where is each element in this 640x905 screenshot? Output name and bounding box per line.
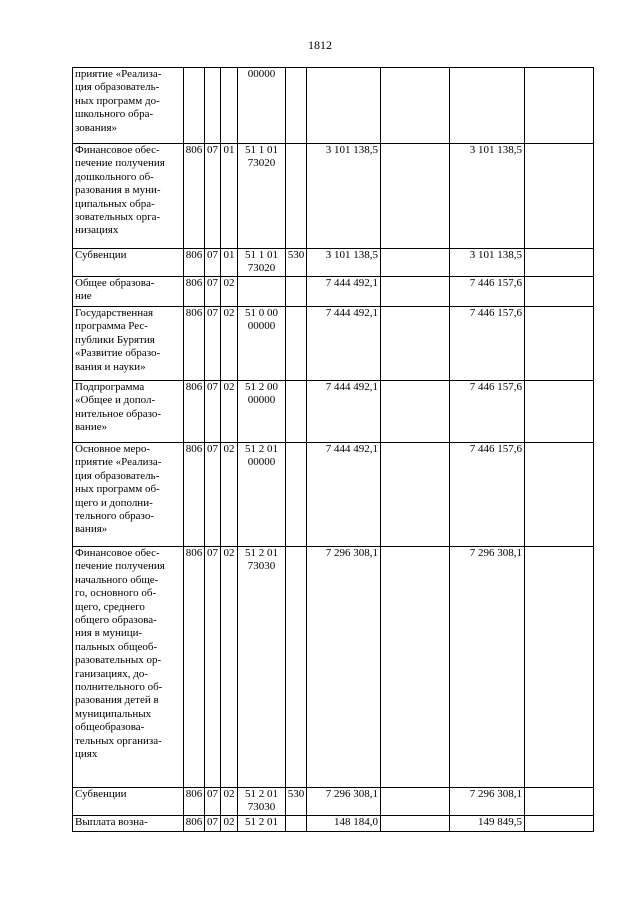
row-name-text: Финансовое обес- печение получения начального обще- го, основного об- щего, среднего общего образова- ния в муници- пальных общеоб- разовательных ор- ганизациях, до- полнительного об- разования детей в муниципальных общеобразова- тельных организа- циях xyxy=(75,547,165,761)
row-section-cell xyxy=(205,307,221,381)
row-name-cell xyxy=(73,68,184,144)
row-vr-cell xyxy=(286,816,307,832)
row-sum2-cell xyxy=(450,144,525,249)
table-row xyxy=(73,68,594,144)
row-csr-text: 51 1 01 73020 xyxy=(245,249,278,275)
row-subsection-cell xyxy=(221,788,238,816)
table-row xyxy=(73,277,594,307)
row-vr-cell xyxy=(286,249,307,277)
row-name-cell xyxy=(73,547,184,788)
row-empty-cell xyxy=(381,144,450,249)
row-subsection-text: 02 xyxy=(223,816,235,828)
row-section-text: 07 xyxy=(207,307,218,319)
row-sum1-cell xyxy=(307,381,381,443)
row-sum2-cell xyxy=(450,443,525,547)
row-sum2-text: 7 446 157,6 xyxy=(469,381,522,393)
row-code-text: 806 xyxy=(185,547,203,559)
row-csr-cell xyxy=(238,144,286,249)
row-section-text: 07 xyxy=(207,816,218,828)
row-sum2-text: 7 446 157,6 xyxy=(469,443,522,455)
row-section-text: 07 xyxy=(207,547,218,559)
table-row xyxy=(73,381,594,443)
row-section-text: 07 xyxy=(207,277,218,289)
row-name-cell xyxy=(73,277,184,307)
row-section-text: 07 xyxy=(207,249,218,261)
row-code-cell xyxy=(184,547,205,788)
row-code-text: 806 xyxy=(185,249,203,261)
row-section-cell xyxy=(205,547,221,788)
row-empty-cell xyxy=(381,68,450,144)
row-csr-cell xyxy=(238,816,286,832)
row-subsection-text: 02 xyxy=(223,277,235,289)
table-row xyxy=(73,816,594,832)
row-code-cell xyxy=(184,788,205,816)
row-csr-text: 51 1 01 73020 xyxy=(245,144,278,170)
row-sum1-text: 3 101 138,5 xyxy=(325,144,378,156)
row-section-text: 07 xyxy=(207,144,218,156)
row-subsection-cell xyxy=(221,816,238,832)
row-empty-cell xyxy=(525,816,594,832)
row-subsection-text: 01 xyxy=(223,249,235,261)
row-empty-cell xyxy=(525,307,594,381)
row-sum1-text: 7 296 308,1 xyxy=(325,547,378,559)
row-name-text: Субвенции xyxy=(75,249,127,261)
row-subsection-cell xyxy=(221,249,238,277)
row-vr-cell xyxy=(286,144,307,249)
row-code-cell xyxy=(184,816,205,832)
row-empty-cell xyxy=(381,443,450,547)
row-csr-text: 51 2 01 73030 xyxy=(245,547,278,573)
row-name-text: Общее образова- ние xyxy=(75,277,155,303)
row-vr-text: 530 xyxy=(287,788,305,800)
row-sum1-cell xyxy=(307,547,381,788)
row-section-cell xyxy=(205,443,221,547)
table-row xyxy=(73,144,594,249)
row-section-cell xyxy=(205,816,221,832)
page-number: 1812 xyxy=(308,38,332,52)
row-subsection-text: 02 xyxy=(223,307,235,319)
row-code-cell xyxy=(184,68,205,144)
row-sum1-cell xyxy=(307,307,381,381)
row-name-text: Субвенции xyxy=(75,788,127,800)
row-vr-text: 530 xyxy=(287,249,305,261)
row-csr-text: 51 2 01 xyxy=(245,816,278,828)
row-name-text: приятие «Реализа- ция образователь- ных программ до- школьного обра- зования» xyxy=(75,68,162,134)
row-csr-cell xyxy=(238,277,286,307)
row-vr-cell xyxy=(286,788,307,816)
row-sum1-text: 7 296 308,1 xyxy=(325,788,378,800)
row-section-cell xyxy=(205,277,221,307)
row-empty-cell xyxy=(381,788,450,816)
row-subsection-cell xyxy=(221,443,238,547)
row-vr-cell xyxy=(286,307,307,381)
row-csr-cell xyxy=(238,381,286,443)
row-csr-cell xyxy=(238,788,286,816)
row-sum2-text: 3 101 138,5 xyxy=(469,249,522,261)
row-empty-cell xyxy=(381,547,450,788)
row-section-text: 07 xyxy=(207,443,218,455)
row-subsection-text: 02 xyxy=(223,443,235,455)
row-empty-cell xyxy=(381,381,450,443)
row-empty-cell xyxy=(525,788,594,816)
row-sum2-cell xyxy=(450,307,525,381)
row-code-cell xyxy=(184,249,205,277)
row-name-cell xyxy=(73,788,184,816)
table-row xyxy=(73,249,594,277)
row-code-cell xyxy=(184,307,205,381)
row-csr-text: 00000 xyxy=(247,68,276,80)
row-vr-cell xyxy=(286,547,307,788)
row-csr-text: 51 0 00 00000 xyxy=(245,307,278,333)
row-vr-cell xyxy=(286,277,307,307)
row-sum1-text: 3 101 138,5 xyxy=(325,249,378,261)
row-sum1-cell xyxy=(307,277,381,307)
table-row xyxy=(73,443,594,547)
row-empty-cell xyxy=(525,144,594,249)
row-code-cell xyxy=(184,277,205,307)
row-vr-cell xyxy=(286,381,307,443)
row-sum2-text: 7 446 157,6 xyxy=(469,277,522,289)
row-name-text: Подпрограмма «Общее и допол- нительное образо- вание» xyxy=(75,381,162,434)
row-empty-cell xyxy=(381,307,450,381)
row-sum2-cell xyxy=(450,788,525,816)
row-vr-cell xyxy=(286,68,307,144)
row-empty-cell xyxy=(525,381,594,443)
row-subsection-cell xyxy=(221,144,238,249)
row-code-text: 806 xyxy=(185,277,203,289)
row-empty-cell xyxy=(525,68,594,144)
row-name-cell xyxy=(73,816,184,832)
row-empty-cell xyxy=(525,443,594,547)
row-sum1-cell xyxy=(307,816,381,832)
table-row xyxy=(73,307,594,381)
row-sum2-cell xyxy=(450,381,525,443)
row-name-text: Государственная программа Рес- публики Бурятия «Развитие образо- вания и науки» xyxy=(75,307,161,373)
row-section-cell xyxy=(205,381,221,443)
row-section-cell xyxy=(205,788,221,816)
row-name-cell xyxy=(73,144,184,249)
row-code-cell xyxy=(184,443,205,547)
row-code-cell xyxy=(184,381,205,443)
row-sum1-text: 7 444 492,1 xyxy=(325,443,378,455)
row-name-cell xyxy=(73,307,184,381)
row-sum1-text: 148 184,0 xyxy=(334,816,378,828)
row-code-text: 806 xyxy=(185,144,203,156)
row-subsection-cell xyxy=(221,547,238,788)
row-subsection-cell xyxy=(221,68,238,144)
row-empty-cell xyxy=(381,816,450,832)
table-row xyxy=(73,547,594,788)
row-empty-cell xyxy=(381,277,450,307)
row-code-text: 806 xyxy=(185,816,203,828)
row-subsection-cell xyxy=(221,381,238,443)
row-csr-text: 51 2 01 73030 xyxy=(245,788,278,814)
row-sum1-text: 7 444 492,1 xyxy=(325,381,378,393)
row-sum1-text: 7 444 492,1 xyxy=(325,307,378,319)
row-csr-cell xyxy=(238,68,286,144)
table-row xyxy=(73,788,594,816)
row-subsection-cell xyxy=(221,307,238,381)
row-empty-cell xyxy=(525,249,594,277)
row-sum1-cell xyxy=(307,443,381,547)
row-subsection-text: 02 xyxy=(223,381,235,393)
row-name-text: Финансовое обес- печение получения дошкольного об- разования в муни- ципальных обра- зовательных орга- низациях xyxy=(75,144,165,237)
row-sum2-text: 7 446 157,6 xyxy=(469,307,522,319)
row-subsection-cell xyxy=(221,277,238,307)
row-vr-cell xyxy=(286,443,307,547)
row-subsection-text: 02 xyxy=(223,788,235,800)
row-csr-cell xyxy=(238,443,286,547)
row-code-text: 806 xyxy=(185,788,203,800)
row-empty-cell xyxy=(381,249,450,277)
row-sum1-cell xyxy=(307,144,381,249)
row-section-cell xyxy=(205,144,221,249)
row-code-cell xyxy=(184,144,205,249)
row-sum2-text: 7 296 308,1 xyxy=(469,788,522,800)
row-code-text: 806 xyxy=(185,443,203,455)
row-sum2-cell xyxy=(450,547,525,788)
row-csr-cell xyxy=(238,547,286,788)
row-name-text: Выплата возна- xyxy=(75,816,148,828)
row-code-text: 806 xyxy=(185,381,203,393)
row-name-text: Основное меро- приятие «Реализа- ция образователь- ных программ об- щего и дополни- тельного образо- вания» xyxy=(75,443,162,536)
row-sum2-cell xyxy=(450,816,525,832)
row-name-cell xyxy=(73,381,184,443)
row-sum2-cell xyxy=(450,68,525,144)
table-body xyxy=(73,68,594,832)
row-sum2-cell xyxy=(450,277,525,307)
budget-table xyxy=(72,67,594,832)
row-name-cell xyxy=(73,443,184,547)
row-empty-cell xyxy=(525,547,594,788)
row-sum1-cell xyxy=(307,788,381,816)
row-sum2-text: 3 101 138,5 xyxy=(469,144,522,156)
row-subsection-text: 01 xyxy=(223,144,235,156)
row-section-text: 07 xyxy=(207,788,218,800)
row-section-cell xyxy=(205,249,221,277)
row-subsection-text: 02 xyxy=(223,547,235,559)
row-csr-text: 51 2 00 00000 xyxy=(245,381,278,407)
row-name-cell xyxy=(73,249,184,277)
row-code-text: 806 xyxy=(185,307,203,319)
row-sum1-cell xyxy=(307,68,381,144)
row-csr-text: 51 2 01 00000 xyxy=(245,443,278,469)
row-sum2-text: 7 296 308,1 xyxy=(469,547,522,559)
row-sum2-text: 149 849,5 xyxy=(478,816,522,828)
row-sum1-cell xyxy=(307,249,381,277)
row-csr-cell xyxy=(238,307,286,381)
row-section-cell xyxy=(205,68,221,144)
row-sum1-text: 7 444 492,1 xyxy=(325,277,378,289)
row-section-text: 07 xyxy=(207,381,218,393)
row-empty-cell xyxy=(525,277,594,307)
row-sum2-cell xyxy=(450,249,525,277)
row-csr-cell xyxy=(238,249,286,277)
